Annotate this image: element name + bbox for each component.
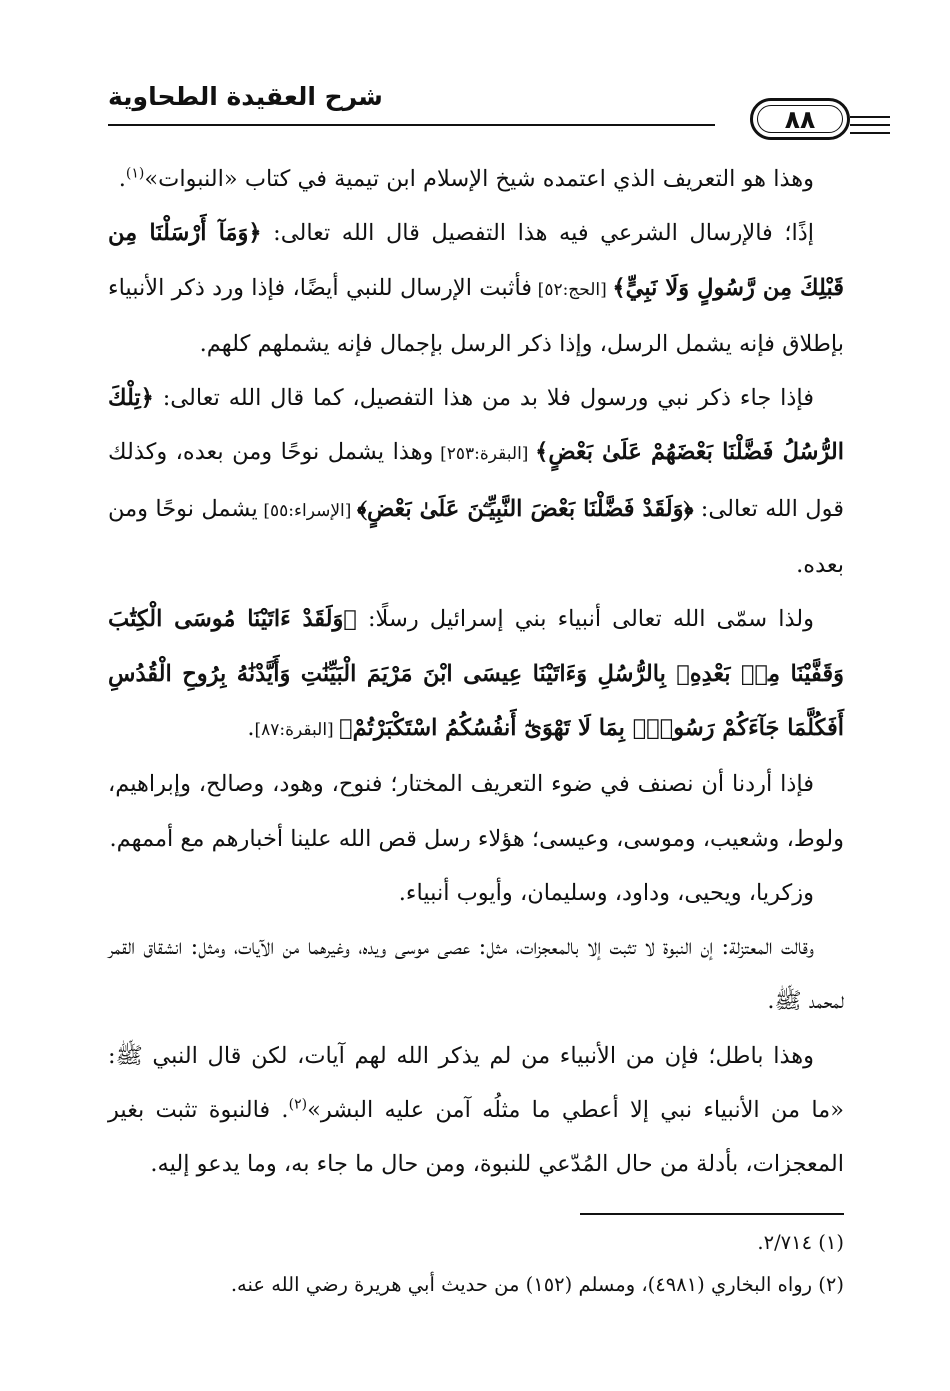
paragraph: فإذا أردنا أن نصنف في ضوء التعريف المختار؛ فنوح، وهود، وصالح، وإبراهيم، ولوط، وشعيب، وموسى، وعيسى؛ هؤلاء رسل قص الله علينا أخبارهم مع أممهم.: [108, 771, 844, 852]
paragraph: [108, 1029, 844, 1192]
paragraph-text: فأثبت الإرسال للنبي أيضًا، فإذا ورد ذكر الأنبياء بإطلاق فإنه يشمل الرسل، وإذا ذكر الرسل بإجمال فإنه يشملهم كلهم.: [108, 274, 844, 357]
footnote: (٢) رواه البخاري (٤٩٨١)، ومسلم (١٥٢) من حديث أبي هريرة رضي الله عنه.: [230, 1273, 844, 1296]
book-title: شرح العقيدة الطحاوية: [108, 82, 383, 111]
verse-reference: [البقرة:٨٧]: [254, 719, 340, 740]
paragraph: وقالت المعتزلة: إن النبوة لا تثبت إلا بالمعجزات، مثل: عصى موسى ويده، وغيرهما من الآيات، ومثل: انشقاق القمر لمحمد ﷺ.: [108, 934, 844, 1015]
verse-reference: [الحج:٥٢]: [532, 279, 613, 300]
quran-verse: ﴿تِلْكَ الرُّسُلُ فَضَّلْنَا بَعْضَهُمْ عَلَىٰ بَعْضٍ﴾: [108, 385, 844, 466]
header-rule: [108, 124, 715, 126]
page-header: [108, 72, 890, 142]
paragraph-text: .: [118, 166, 126, 192]
paragraph-text: وهذا هو التعريف الذي اعتمده شيخ الإسلام ابن تيمية في كتاب «النبوات»: [144, 166, 814, 192]
footnote: (١) ٢/٧١٤.: [757, 1231, 844, 1254]
footnotes: [108, 1222, 844, 1306]
paragraph-text: وهذا باطل؛ فإن من الأنبياء من لم يذكر الله لهم آيات، لكن قال النبي ﷺ: «ما من الأنبياء نبي إلا أعطي ما مثلُه آمن عليه البشر»: [108, 1042, 845, 1124]
paragraph-text: وهذا يشمل نوحًا ومن بعده، وكذلك قول الله تعالى:: [108, 439, 844, 522]
quran-verse: ﴿وَلَقَدْ ءَاتَيْنَا مُوسَى الْكِتَٰبَ وَقَفَّيْنَا مِنۢ بَعْدِهِۦ بِالرُّسُلِ وَءَاتَيْنَا عِيسَى ابْنَ مَرْيَمَ الْبَيِّنَٰتِ وَأَيَّدْنَٰهُ بِرُوحِ الْقُدُسِ أَفَكُلَّمَا جَآءَكُمْ رَسُولٌۢ بِمَا لَا تَهْوَىٰٓ أَنفُسُكُمُ اسْتَكْبَرْتُمْ﴾: [108, 606, 844, 741]
paragraph-text: فإذا جاء ذكر نبي ورسول فلا بد من هذا التفصيل، كما قال الله تعالى:: [153, 385, 814, 412]
paragraph-text: .: [247, 714, 255, 741]
paragraph: [108, 206, 844, 371]
quran-verse: ﴿وَمَآ أَرْسَلْنَا مِن قَبْلِكَ مِن رَّسُولٍ وَلَا نَبِيٍّ﴾: [108, 220, 844, 301]
footnote-marker: (٢): [288, 1096, 308, 1113]
footnote-separator: [580, 1213, 844, 1215]
body-text: [108, 152, 844, 1192]
paragraph-text: ولذا سمّى الله تعالى أنبياء بني إسرائيل رسلًا:: [356, 606, 815, 633]
page-number: ٨٨: [784, 105, 816, 134]
paragraph: [108, 371, 844, 592]
header-ornament-line: [850, 132, 890, 134]
footnote-marker: (١): [125, 165, 145, 182]
page-number-frame: [750, 98, 850, 140]
header-ornament-line: [850, 124, 890, 126]
paragraph-text: . فالنبوة تثبت بغير المعجزات، بأدلة من حال المُدّعي للنبوة، ومن حال ما جاء به، وما يدعو إليه.: [108, 1097, 844, 1178]
verse-reference: [البقرة:٢٥٣]: [433, 444, 536, 465]
paragraph: [108, 592, 844, 757]
verse-reference: [الإسراء:٥٥]: [257, 500, 357, 521]
quran-verse: ﴿وَلَقَدْ فَضَّلْنَا بَعْضَ النَّبِيِّـۧنَ عَلَىٰ بَعْضٍ﴾: [357, 495, 694, 522]
paragraph: [108, 152, 844, 206]
paragraph-text: إذًا؛ فالإرسال الشرعي فيه هذا التفصيل قال الله تعالى:: [261, 220, 814, 247]
paragraph: وزكريا، ويحيى، وداود، وسليمان، وأيوب أنبياء.: [398, 879, 814, 906]
header-ornament-line: [850, 116, 890, 118]
paragraph-text: يشمل نوحًا ومن بعده.: [108, 495, 844, 579]
